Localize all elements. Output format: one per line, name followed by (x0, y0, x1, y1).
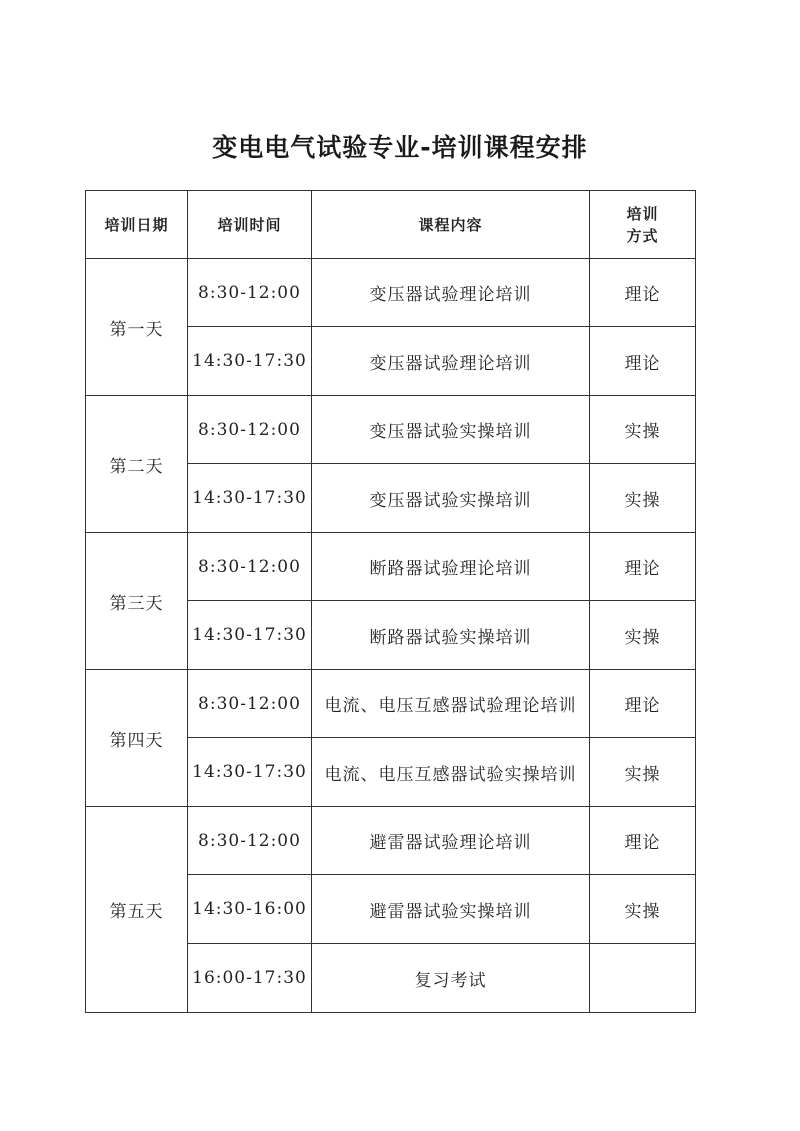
table-row (86, 396, 696, 464)
day-cell: 第四天 (86, 670, 188, 807)
time-cell: 14:30-16:00 (188, 875, 312, 944)
table-row (86, 259, 696, 327)
table-row (86, 533, 696, 601)
content-cell: 复习考试 (312, 944, 590, 1013)
time-cell: 8:30-12:00 (188, 670, 312, 738)
time-cell: 16:00-17:30 (188, 944, 312, 1013)
header-time: 培训时间 (188, 191, 312, 259)
content-cell: 变压器试验理论培训 (312, 327, 590, 396)
mode-cell: 实操 (590, 464, 696, 533)
mode-cell: 实操 (590, 601, 696, 670)
day-cell: 第二天 (86, 396, 188, 533)
day-cell: 第一天 (86, 259, 188, 396)
time-cell: 14:30-17:30 (188, 738, 312, 807)
content-cell: 变压器试验实操培训 (312, 464, 590, 533)
time-cell: 8:30-12:00 (188, 807, 312, 875)
header-date: 培训日期 (86, 191, 188, 259)
content-cell: 变压器试验实操培训 (312, 396, 590, 464)
day-cell: 第三天 (86, 533, 188, 670)
time-cell: 14:30-17:30 (188, 327, 312, 396)
mode-cell: 理论 (590, 533, 696, 601)
table-header-row (86, 191, 696, 259)
time-cell: 14:30-17:30 (188, 464, 312, 533)
time-cell: 8:30-12:00 (188, 396, 312, 464)
header-mode-line1: 培训 (626, 204, 659, 223)
content-cell: 断路器试验实操培训 (312, 601, 590, 670)
mode-cell: 理论 (590, 670, 696, 738)
mode-cell: 实操 (590, 738, 696, 807)
time-cell: 8:30-12:00 (188, 259, 312, 327)
header-mode-line2: 方式 (626, 226, 659, 245)
content-cell: 断路器试验理论培训 (312, 533, 590, 601)
content-cell: 电流、电压互感器试验理论培训 (312, 670, 590, 738)
table-row (86, 807, 696, 875)
content-cell: 避雷器试验理论培训 (312, 807, 590, 875)
header-content: 课程内容 (312, 191, 590, 259)
mode-cell: 理论 (590, 259, 696, 327)
time-cell: 8:30-12:00 (188, 533, 312, 601)
mode-cell: 理论 (590, 807, 696, 875)
day-cell: 第五天 (86, 807, 188, 1013)
mode-cell: 理论 (590, 327, 696, 396)
schedule-table (85, 190, 696, 1013)
mode-cell (590, 944, 696, 1013)
content-cell: 电流、电压互感器试验实操培训 (312, 738, 590, 807)
page-title: 变电电气试验专业-培训课程安排 (212, 133, 588, 162)
mode-cell: 实操 (590, 396, 696, 464)
content-cell: 变压器试验理论培训 (312, 259, 590, 327)
content-cell: 避雷器试验实操培训 (312, 875, 590, 944)
header-mode (590, 191, 696, 259)
time-cell: 14:30-17:30 (188, 601, 312, 670)
table-row (86, 670, 696, 738)
mode-cell: 实操 (590, 875, 696, 944)
